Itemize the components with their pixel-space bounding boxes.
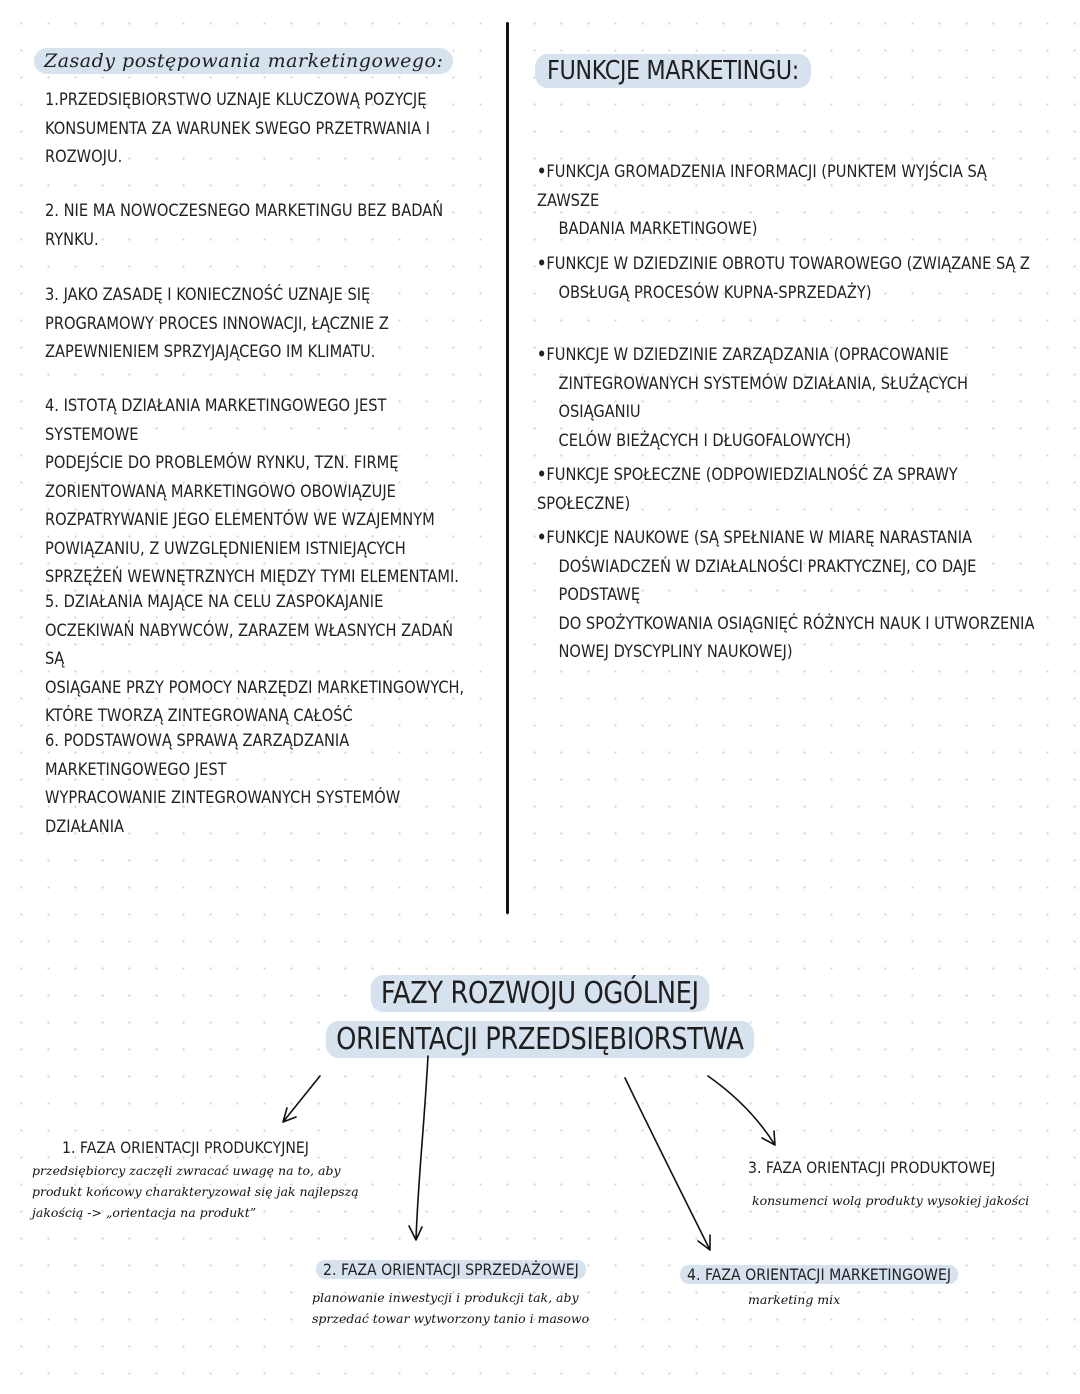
phase-2-title: 2. FAZA ORIENTACJI SPRZEDAŻOWEJ: [316, 1260, 586, 1279]
function-item-text: NOWEJ DYSCYPLINY NAUKOWEJ): [558, 642, 793, 662]
phase-3-title: 3. FAZA ORIENTACJI PRODUKTOWEJ: [748, 1158, 996, 1177]
arrow-to-phase-3: [708, 1076, 775, 1145]
bullet-icon: •: [537, 465, 547, 485]
phase-4-desc: marketing mix: [748, 1292, 841, 1307]
function-item-text: FUNKCJA GROMADZENIA INFORMACJI (PUNKTEM WYJŚCIA SĄ ZAWSZE: [537, 162, 987, 211]
function-item-text: FUNKCJE SPOŁECZNE (ODPOWIEDZIALNOŚĆ ZA SPRAWY SPOŁECZNE): [537, 465, 958, 514]
phases-title-text: ORIENTACJI PRZEDSIĘBIORSTWA: [326, 1021, 754, 1058]
phase-1-desc: przedsiębiorcy zaczęli zwracać uwagę na to, aby produkt końcowy charakteryzował się jak najlepszą jakością -> „orientacja na produkt”: [32, 1163, 359, 1220]
arrow-to-phase-2: [409, 1056, 428, 1240]
principles-title: Zasady postępowania marketingowego:: [34, 48, 453, 74]
principle-6: 6. PODSTAWOWĄ SPRAWĄ ZARZĄDZANIA MARKETINGOWEGO JEST WYPRACOWANIE ZINTEGROWANYCH SYSTEMÓW DZIAŁANIA: [45, 731, 401, 837]
principle-2: 2. NIE MA NOWOCZESNEGO MARKETINGU BEZ BADAŃ RYNKU.: [45, 201, 444, 250]
principle-4: 4. ISTOTĄ DZIAŁANIA MARKETINGOWEGO JEST SYSTEMOWE PODEJŚCIE DO PROBLEMÓW RYNKU, TZN. FIRMĘ ZORIENTOWANĄ MARKETINGOWO OBOWIĄZUJE ROZPATRYWANIE JEGO ELEMENTÓW WE WZAJEMNYM POWIĄZANIU, Z UWZGLĘDNIENIEM ISTNIEJĄCYCH SPRZĘŻEŃ WEWNĘTRZNYCH MIĘDZY TYMI ELEMENTAMI.: [45, 396, 459, 587]
function-item-text: FUNKCJE NAUKOWE (SĄ SPEŁNIANE W MIARĘ NARASTANIA: [546, 528, 973, 548]
function-item-text: BADANIA MARKETINGOWE): [558, 219, 758, 239]
arrow-to-phase-4: [625, 1078, 710, 1250]
functions-title: FUNKCJE MARKETINGU:: [535, 54, 811, 88]
bullet-icon: •: [537, 528, 547, 548]
principle-3: 3. JAKO ZASADĘ I KONIECZNOŚĆ UZNAJE SIĘ PROGRAMOWY PROCES INNOWACJI, ŁĄCZNIE Z ZAPEWNIENIEM SPRZYJAJĄCEGO IM KLIMATU.: [45, 285, 389, 362]
bullet-icon: •: [537, 254, 547, 274]
phase-1-title: 1. FAZA ORIENTACJI PRODUKCYJNEJ: [62, 1138, 309, 1157]
bullet-icon: •: [537, 345, 547, 365]
phase-3-desc: konsumenci wolą produkty wysokiej jakości: [752, 1193, 1030, 1208]
function-item-text: DOŚWIADCZEŃ W DZIAŁALNOŚCI PRAKTYCZNEJ, CO DAJE PODSTAWĘ: [558, 556, 977, 605]
function-item-text: DO SPOŻYTKOWANIA OSIĄGNIĘĆ RÓŻNYCH NAUK I UTWORZENIA: [558, 613, 1035, 634]
phase-2-desc: planowanie inwestycji i produkcji tak, aby sprzedać towar wytworzony tanio i masowo: [312, 1290, 590, 1326]
function-item-text: ZINTEGROWANYCH SYSTEMÓW DZIAŁANIA, SŁUŻĄCYCH OSIĄGANIU: [558, 373, 968, 422]
bullet-icon: •: [537, 162, 547, 182]
function-item-text: FUNKCJE W DZIEDZINIE ZARZĄDZANIA (OPRACOWANIE: [546, 345, 949, 365]
principle-1: 1.PRZEDSIĘBIORSTWO UZNAJE KLUCZOWĄ POZYCJĘ KONSUMENTA ZA WARUNEK SWEGO PRZETRWANIA I ROZWOJU.: [45, 90, 431, 167]
phases-title-text: FAZY ROZWOJU OGÓLNEJ: [371, 975, 709, 1012]
arrow-to-phase-1: [283, 1076, 320, 1122]
phase-4-title: 4. FAZA ORIENTACJI MARKETINGOWEJ: [680, 1265, 958, 1284]
function-item-text: OBSŁUGĄ PROCESÓW KUPNA-SPRZEDAŻY): [558, 282, 872, 303]
function-item-text: CELÓW BIEŻĄCYCH I DŁUGOFALOWYCH): [558, 430, 852, 451]
principle-5: 5. DZIAŁANIA MAJĄCE NA CELU ZASPOKAJANIE OCZEKIWAŃ NABYWCÓW, ZARAZEM WŁASNYCH ZADAŃ SĄ OSIĄGANE PRZY POMOCY NARZĘDZI MARKETINGOWYCH, KTÓRE TWORZĄ ZINTEGROWANĄ CAŁOŚĆ: [45, 592, 465, 726]
function-item-text: FUNKCJE W DZIEDZINIE OBROTU TOWAROWEGO (ZWIĄZANE SĄ Z: [546, 254, 1030, 274]
